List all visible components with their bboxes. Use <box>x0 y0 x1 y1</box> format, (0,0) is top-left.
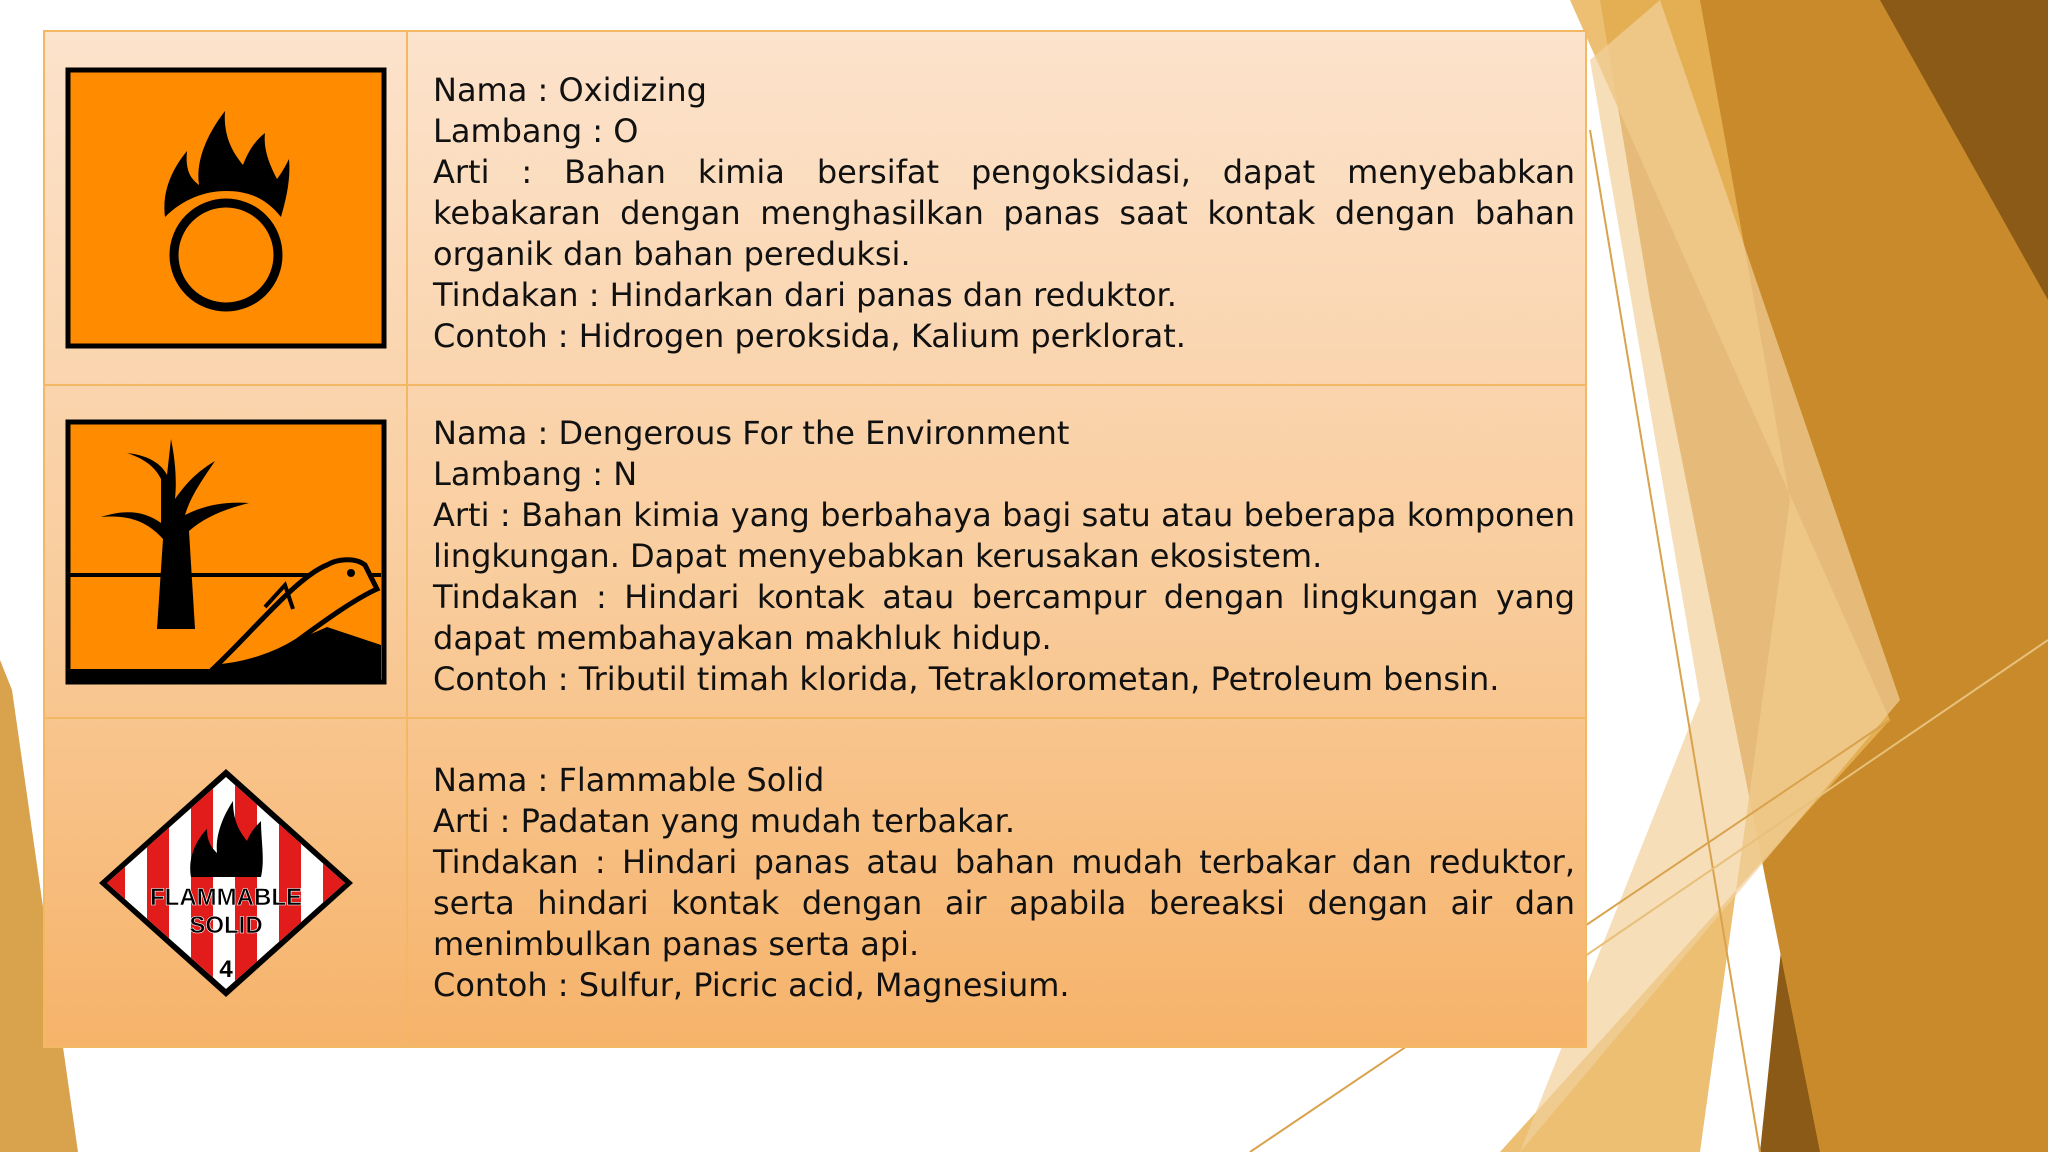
sign-class-number: 4 <box>218 955 233 983</box>
hazard-action: Tindakan : Hindari kontak atau bercampur dengan lingkungan yang dapat membahayakan makhluk hidup. <box>433 578 1575 657</box>
hazard-code: Lambang : O <box>433 111 639 150</box>
sign-text-solid: SOLID <box>188 911 263 939</box>
hazard-row-oxidizing <box>44 31 1586 385</box>
hazard-action: Tindakan : Hindari panas atau bahan mudah terbakar dan reduktor, serta hindari kontak dengan air apabila bereaksi dengan air dan menimbulkan panas serta api. <box>433 842 1575 963</box>
hazard-description <box>407 718 1586 1047</box>
symbol-cell <box>44 718 407 1047</box>
hazard-example: Contoh : Hidrogen peroksida, Kalium perklorat. <box>433 316 1186 355</box>
hazard-example: Contoh : Tributil timah klorida, Tetraklorometan, Petroleum bensin. <box>433 660 1500 698</box>
hazard-description <box>407 385 1586 718</box>
flammable-solid-diamond-icon <box>95 767 357 999</box>
hazard-meaning: Arti : Bahan kimia bersifat pengoksidasi, dapat menyebabkan kebakaran dengan menghasilkan panas saat kontak dengan bahan organik dan bahan pereduksi. <box>433 152 1575 273</box>
symbol-cell <box>44 31 407 385</box>
hazard-meaning: Arti : Bahan kimia yang berbahaya bagi satu atau beberapa komponen lingkungan. Dapat menyebabkan kerusakan ekosistem. <box>433 496 1575 575</box>
environment-dead-tree-fish-icon <box>65 419 387 685</box>
hazard-action: Tindakan : Hindarkan dari panas dan reduktor. <box>433 275 1177 314</box>
hazard-code: Lambang : N <box>433 455 638 493</box>
symbol-cell <box>44 385 407 718</box>
sign-text-flammable: FLAMMABLE <box>149 883 302 911</box>
hazard-description <box>407 31 1586 385</box>
oxidizing-flame-over-circle-icon <box>65 67 387 349</box>
hazard-symbols-table <box>43 30 1587 1048</box>
hazard-row-flammable-solid <box>44 718 1586 1047</box>
hazard-name: Nama : Oxidizing <box>433 70 707 109</box>
hazard-name: Nama : Dengerous For the Environment <box>433 414 1070 452</box>
hazard-example: Contoh : Sulfur, Picric acid, Magnesium. <box>433 965 1070 1004</box>
hazard-row-environment <box>44 385 1586 718</box>
hazard-meaning: Arti : Padatan yang mudah terbakar. <box>433 801 1016 840</box>
hazard-name: Nama : Flammable Solid <box>433 760 825 799</box>
